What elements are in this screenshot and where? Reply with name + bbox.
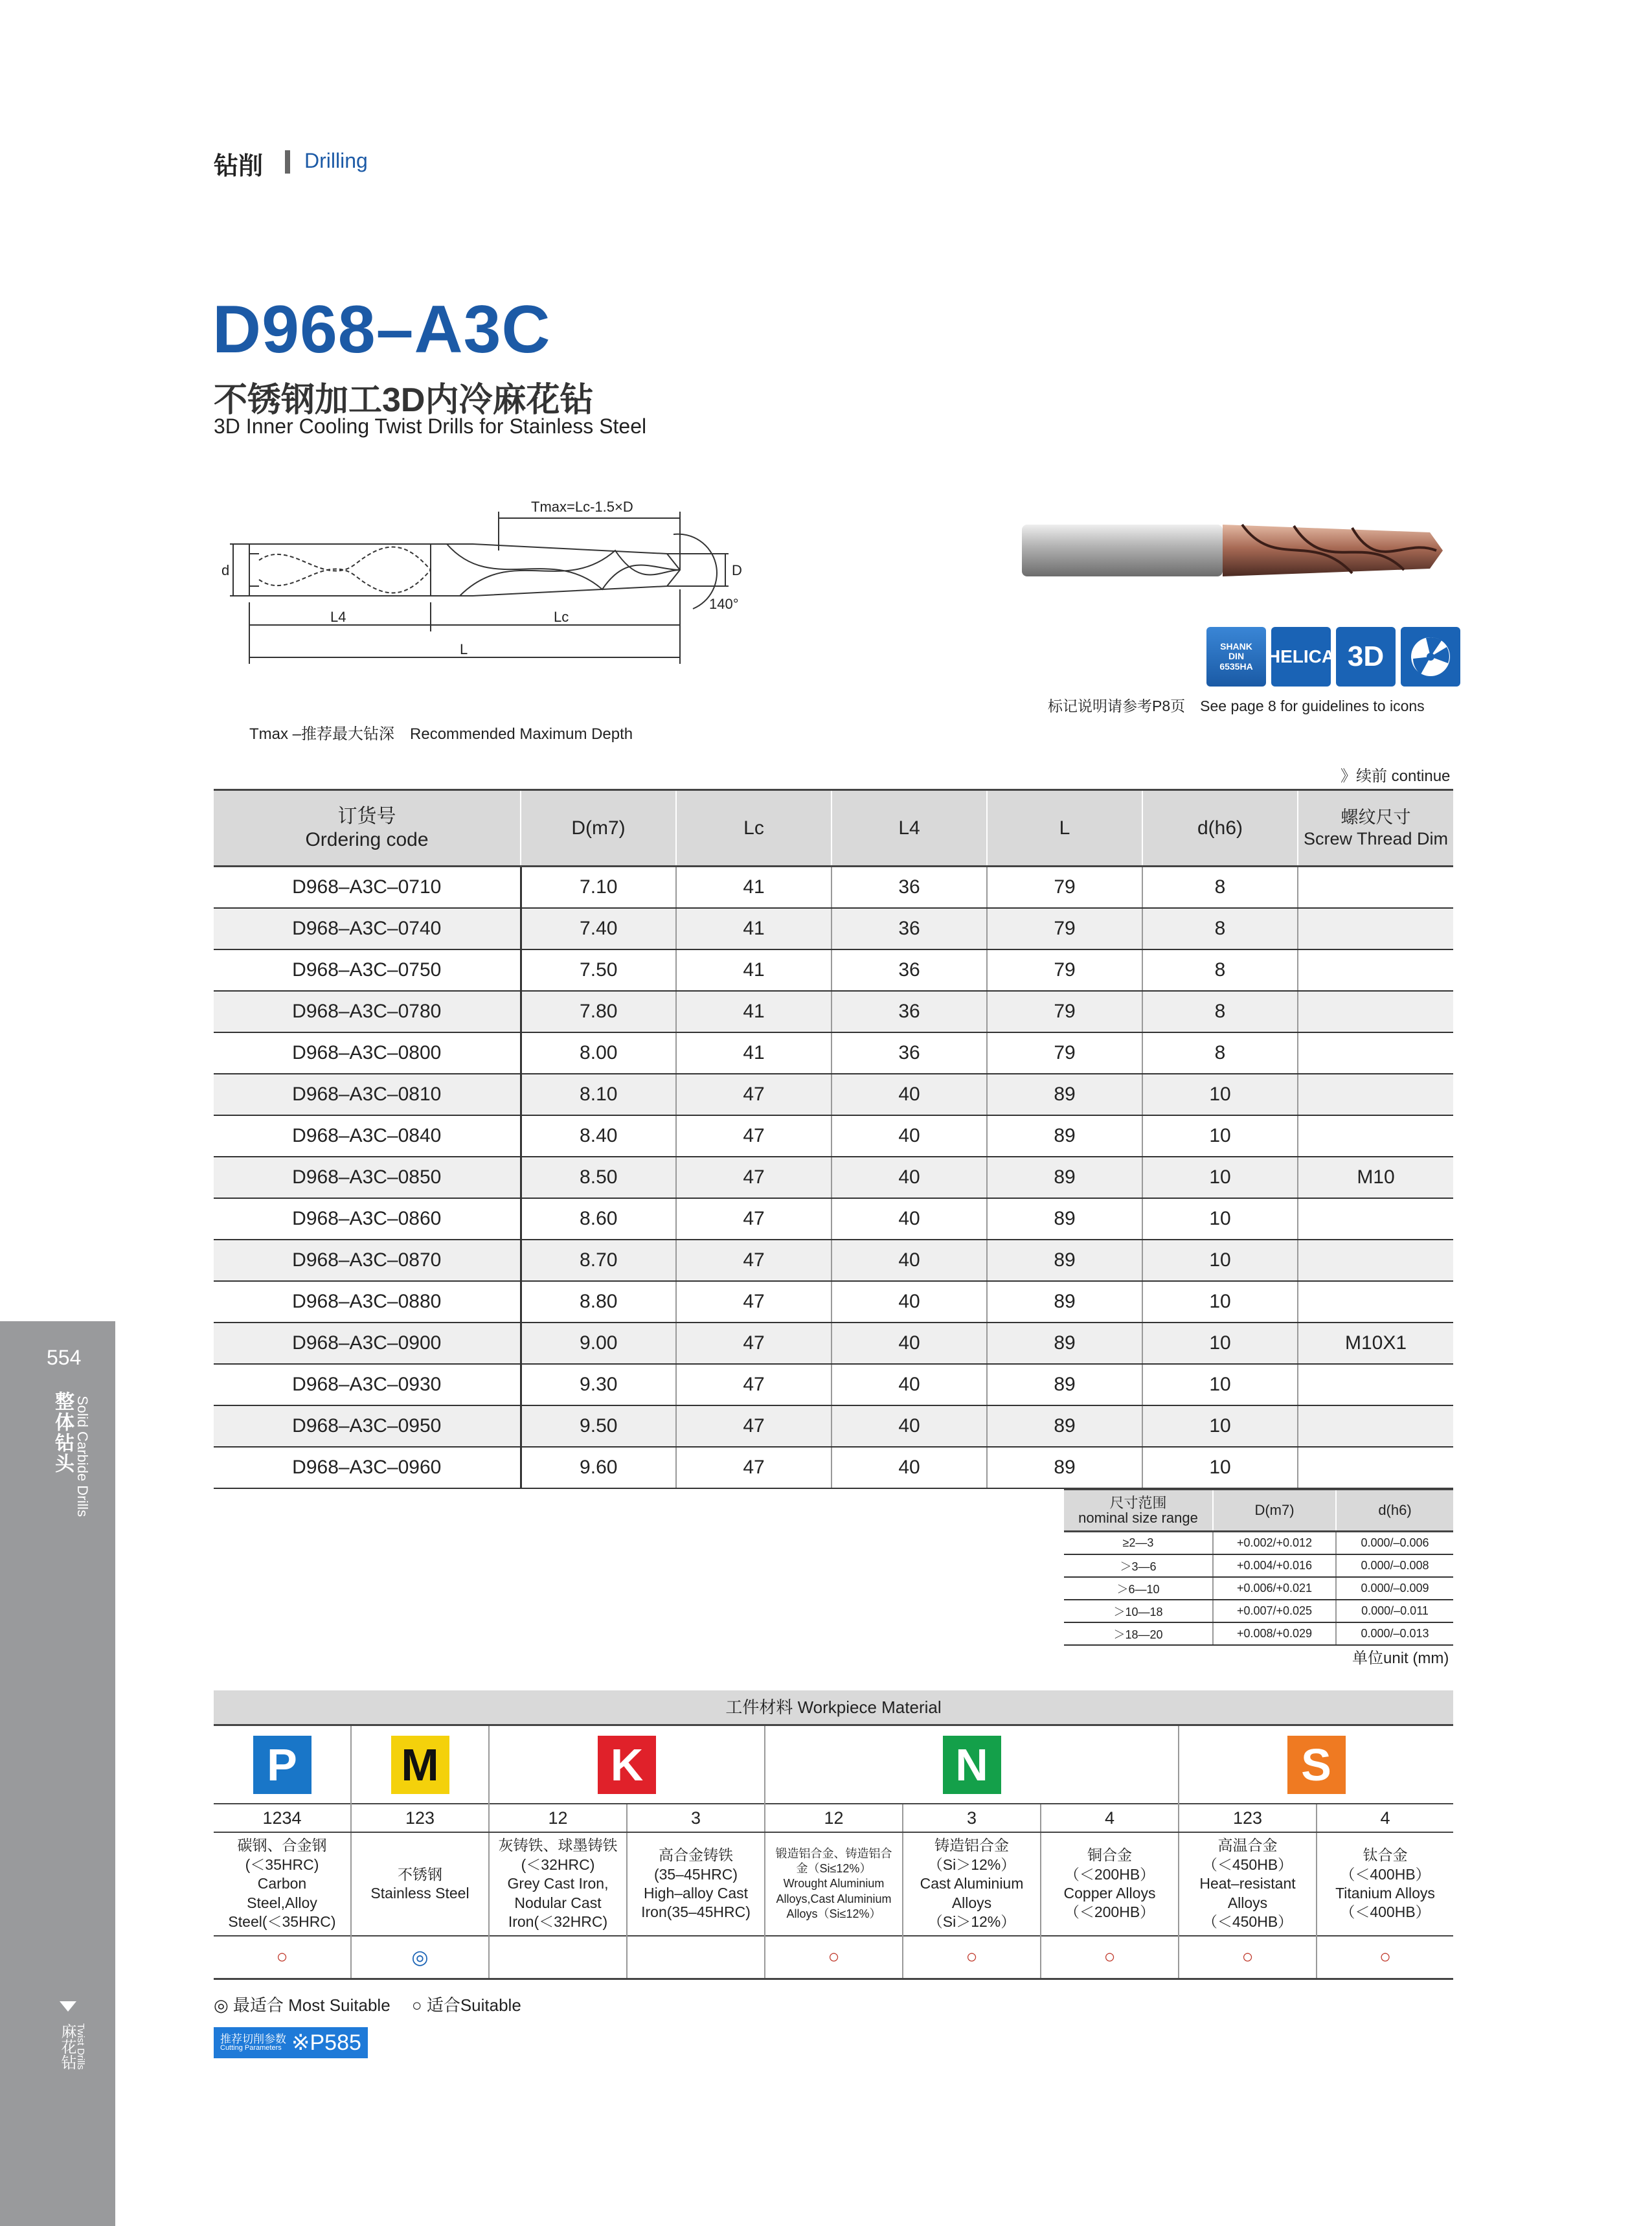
table-cell: 36	[832, 991, 987, 1032]
sidebar-subcategory-en: Twist Drills	[75, 2023, 86, 2070]
table-cell: 9.30	[521, 1364, 676, 1405]
tolerance-header-row	[1064, 1490, 1453, 1532]
cutting-parameters-en: Cutting Parameters	[220, 2044, 282, 2052]
table-cell: 8.70	[521, 1240, 676, 1281]
page-number: 554	[47, 1346, 82, 1369]
table-cell	[1298, 1115, 1453, 1157]
tolerance-cell: ＞3—6	[1064, 1554, 1213, 1577]
suitability-mark: ◎	[351, 1936, 489, 1979]
suitability-mark: ○	[214, 1936, 351, 1979]
table-row	[214, 1198, 1453, 1240]
table-cell: 79	[987, 1032, 1142, 1074]
table-cell: 89	[987, 1323, 1142, 1364]
material-description-line: 高合金铸铁	[659, 1846, 733, 1864]
ordering-code-cell: D968–A3C–0750	[214, 949, 521, 991]
tmax-label: Tmax=Lc-1.5×D	[531, 499, 633, 515]
material-description-cell	[765, 1832, 903, 1936]
tolerance-cell: 0.000/–0.013	[1336, 1622, 1453, 1645]
material-description-line: (＜35HRC)	[245, 1856, 319, 1873]
material-description-line: 铸造铝合金	[934, 1837, 1009, 1854]
ordering-code-cell: D968–A3C–0840	[214, 1115, 521, 1157]
table-cell: 41	[676, 949, 832, 991]
table-cell	[1298, 908, 1453, 949]
table-cell	[1298, 1364, 1453, 1405]
material-description-line: 金（Si≤12%）	[796, 1862, 872, 1876]
header-l4: L4	[832, 790, 987, 867]
material-description-line: Stainless Steel	[370, 1885, 470, 1902]
material-description-line: Wrought Aluminium	[783, 1877, 885, 1891]
material-description-line: （＜200HB）	[1064, 1903, 1155, 1921]
table-row	[214, 867, 1453, 909]
material-description-line: 不锈钢	[398, 1865, 442, 1883]
material-number-row	[214, 1804, 1453, 1832]
table-cell: 40	[832, 1198, 987, 1240]
table-cell: 9.60	[521, 1447, 676, 1488]
table-cell: 8	[1142, 1032, 1298, 1074]
group-k-cell	[489, 1725, 765, 1804]
table-cell: 40	[832, 1115, 987, 1157]
feature-icons	[1206, 627, 1460, 687]
group-s-cell	[1179, 1725, 1453, 1804]
section-title-cn: 钻削	[214, 153, 264, 180]
material-description-line: Grey Cast Iron,	[507, 1875, 609, 1892]
table-cell: 10	[1142, 1157, 1298, 1198]
table-cell	[1298, 991, 1453, 1032]
table-cell: 40	[832, 1074, 987, 1115]
table-row	[214, 1447, 1453, 1488]
material-description-line: （＜400HB）	[1340, 1903, 1431, 1921]
group-p-cell	[214, 1725, 351, 1804]
material-description-line: （＜400HB）	[1340, 1865, 1431, 1883]
table-cell	[1298, 1074, 1453, 1115]
material-description-line: Alloys（Si≤12%）	[786, 1907, 881, 1920]
material-description-line: 高温合金	[1217, 1837, 1278, 1854]
table-cell: 8	[1142, 867, 1298, 909]
ordering-code-cell: D968–A3C–0860	[214, 1198, 521, 1240]
material-number-cell: 3	[903, 1804, 1041, 1832]
tmax-note: Tmax –推荐最大钻深 Recommended Maximum Depth	[249, 725, 633, 743]
material-number-cell: 3	[627, 1804, 765, 1832]
table-row	[214, 1157, 1453, 1198]
table-cell: 89	[987, 1198, 1142, 1240]
table-cell	[1298, 1447, 1453, 1488]
group-n-cell	[765, 1725, 1179, 1804]
table-cell: 89	[987, 1364, 1142, 1405]
section-title-en: Drilling	[304, 149, 368, 172]
table-cell: 41	[676, 867, 832, 909]
table-row	[214, 1364, 1453, 1405]
table-cell: 41	[676, 908, 832, 949]
table-cell: 40	[832, 1323, 987, 1364]
material-description-line: Iron(＜32HRC)	[508, 1913, 608, 1931]
sidebar-category-en: Solid Carbide Drills	[74, 1396, 91, 1517]
table-cell: 40	[832, 1405, 987, 1447]
material-description-line: （Si＞12%）	[927, 1856, 1016, 1873]
table-cell	[1298, 1032, 1453, 1074]
legend-suitable: ○ 适合Suitable	[411, 1995, 521, 2015]
workpiece-material-title: 工件材料 Workpiece Material	[214, 1690, 1453, 1724]
table-cell: 8	[1142, 949, 1298, 991]
tolerance-table	[1064, 1488, 1453, 1646]
table-cell: 47	[676, 1364, 832, 1405]
cutting-parameters-cn: 推荐切削参数	[220, 2033, 286, 2045]
table-cell: 40	[832, 1281, 987, 1323]
material-number-cell: 123	[1179, 1804, 1317, 1832]
table-cell: 41	[676, 991, 832, 1032]
material-number-cell: 4	[1041, 1804, 1179, 1832]
table-cell	[1298, 867, 1453, 909]
sidebar-subcategory-cn: 麻花钻	[58, 2023, 76, 2070]
material-description-line: (＜32HRC)	[521, 1856, 595, 1873]
table-cell: 47	[676, 1115, 832, 1157]
table-row	[214, 1074, 1453, 1115]
material-description-line: Steel,Alloy	[247, 1894, 317, 1911]
ordering-code-cell: D968–A3C–0900	[214, 1323, 521, 1364]
table-cell: 8	[1142, 991, 1298, 1032]
tolerance-cell: ＞10—18	[1064, 1600, 1213, 1622]
material-description-cell	[1041, 1832, 1179, 1936]
table-row	[214, 991, 1453, 1032]
table-cell: 89	[987, 1405, 1142, 1447]
ordering-code-cell: D968–A3C–0930	[214, 1364, 521, 1405]
3d-icon: 3D	[1336, 627, 1396, 687]
section-divider	[285, 150, 290, 174]
table-cell: 36	[832, 1032, 987, 1074]
product-title: D968–A3C	[212, 292, 551, 367]
table-row	[214, 1405, 1453, 1447]
material-description-cell	[903, 1832, 1041, 1936]
table-cell	[1298, 1281, 1453, 1323]
table-cell: 10	[1142, 1323, 1298, 1364]
sidebar-category-cn: 整体钻头	[52, 1391, 73, 1474]
ordering-code-cell: D968–A3C–0850	[214, 1157, 521, 1198]
material-number-cell: 1234	[214, 1804, 351, 1832]
table-row	[214, 1032, 1453, 1074]
table-cell: 47	[676, 1447, 832, 1488]
table-cell: 8.00	[521, 1032, 676, 1074]
table-cell: 47	[676, 1240, 832, 1281]
lc-label: Lc	[554, 609, 569, 625]
material-suitability-row	[214, 1936, 1453, 1979]
material-description-line: Steel(＜35HRC)	[228, 1913, 336, 1931]
table-cell: 7.80	[521, 991, 676, 1032]
drill-product-image	[1015, 518, 1456, 583]
table-cell: 10	[1142, 1447, 1298, 1488]
material-number-cell: 123	[351, 1804, 489, 1832]
tolerance-cell: +0.008/+0.029	[1213, 1622, 1336, 1645]
tolerance-row	[1064, 1577, 1453, 1600]
table-cell: 8	[1142, 908, 1298, 949]
table-cell: 9.00	[521, 1323, 676, 1364]
table-cell: 8.50	[521, 1157, 676, 1198]
material-description-cell	[1179, 1832, 1317, 1936]
table-cell: 7.50	[521, 949, 676, 991]
material-description-line: （＜200HB）	[1064, 1865, 1155, 1883]
tolerance-cell: +0.002/+0.012	[1213, 1532, 1336, 1555]
table-cell	[1298, 949, 1453, 991]
table-cell: 7.10	[521, 867, 676, 909]
table-cell: 47	[676, 1323, 832, 1364]
table-row	[214, 1281, 1453, 1323]
table-cell: M10	[1298, 1157, 1453, 1198]
tolerance-row	[1064, 1532, 1453, 1555]
ordering-code-cell: D968–A3C–0950	[214, 1405, 521, 1447]
material-description-cell	[489, 1832, 627, 1936]
icon-guideline-note: 标记说明请参考P8页 See page 8 for guidelines to icons	[1048, 698, 1425, 714]
table-cell: M10X1	[1298, 1323, 1453, 1364]
table-cell: 89	[987, 1115, 1142, 1157]
material-number-cell: 12	[765, 1804, 903, 1832]
shank-diameter-label: d	[221, 562, 230, 578]
material-description-line: Heat–resistant	[1199, 1875, 1296, 1892]
table-cell: 8.10	[521, 1074, 676, 1115]
sidebar-triangle-icon	[60, 2001, 76, 2012]
material-description-cell	[627, 1832, 765, 1936]
ordering-code-cell: D968–A3C–0740	[214, 908, 521, 949]
product-subtitle-cn: 不锈钢加工3D内冷麻花钻	[214, 381, 594, 419]
tolerance-cell: ＞18—20	[1064, 1622, 1213, 1645]
table-cell: 89	[987, 1281, 1142, 1323]
table-cell: 9.50	[521, 1405, 676, 1447]
drill-technical-drawing	[214, 492, 771, 674]
continue-note: 》续前 continue	[1341, 767, 1451, 785]
suitability-mark: ○	[1317, 1936, 1453, 1979]
material-description-line: （＜450HB）	[1202, 1856, 1293, 1873]
tolerance-row	[1064, 1554, 1453, 1577]
material-description-line: 灰铸铁、球墨铸铁	[498, 1837, 618, 1854]
material-description-cell	[351, 1832, 489, 1936]
l4-label: L4	[330, 609, 346, 625]
table-cell: 47	[676, 1405, 832, 1447]
table-cell: 40	[832, 1447, 987, 1488]
shank-din-icon: SHANK DIN 6535HA	[1206, 627, 1266, 687]
header-ordering-code: 订货号 Ordering code	[214, 790, 521, 867]
tolerance-cell: +0.006/+0.021	[1213, 1577, 1336, 1600]
table-cell: 10	[1142, 1074, 1298, 1115]
tolerance-row	[1064, 1622, 1453, 1645]
tolerance-row	[1064, 1600, 1453, 1622]
group-n-badge: N	[943, 1736, 1001, 1794]
material-description-line: 铜合金	[1087, 1846, 1132, 1864]
table-row	[214, 1323, 1453, 1364]
legend-most-suitable: ◎ 最适合 Most Suitable	[214, 1995, 390, 2015]
material-description-line: Alloys	[1227, 1894, 1268, 1911]
overall-length-label: L	[460, 641, 468, 657]
tolerance-cell: +0.004/+0.016	[1213, 1554, 1336, 1577]
ordering-code-cell: D968–A3C–0810	[214, 1074, 521, 1115]
table-row	[214, 949, 1453, 991]
table-row	[214, 1115, 1453, 1157]
group-m-badge: M	[391, 1736, 449, 1794]
table-cell: 40	[832, 1240, 987, 1281]
suitability-mark: ○	[765, 1936, 903, 1979]
suitability-mark: ○	[903, 1936, 1041, 1979]
ordering-table	[214, 789, 1453, 1489]
tolerance-cell: ＞6—10	[1064, 1577, 1213, 1600]
group-k-badge: K	[598, 1736, 656, 1794]
inner-cooling-icon	[1401, 627, 1460, 687]
material-description-line: Copper Alloys	[1063, 1885, 1156, 1902]
material-description-line: High–alloy Cast	[643, 1885, 749, 1902]
table-cell: 7.40	[521, 908, 676, 949]
table-cell	[1298, 1240, 1453, 1281]
table-cell: 10	[1142, 1198, 1298, 1240]
header-screw-thread: 螺纹尺寸 Screw Thread Dim	[1298, 790, 1453, 867]
tolerance-cell: 0.000/–0.006	[1336, 1532, 1453, 1555]
group-p-badge: P	[253, 1736, 311, 1794]
ordering-code-cell: D968–A3C–0780	[214, 991, 521, 1032]
helica-icon: HELICA	[1271, 627, 1331, 687]
table-header-row	[214, 790, 1453, 867]
ordering-code-cell: D968–A3C–0870	[214, 1240, 521, 1281]
suitability-mark	[627, 1936, 765, 1979]
material-description-line: Alloys	[951, 1894, 992, 1911]
table-cell: 79	[987, 949, 1142, 991]
material-description-line: （＜450HB）	[1202, 1913, 1293, 1931]
group-s-badge: S	[1287, 1736, 1346, 1794]
suitability-mark: ○	[1179, 1936, 1317, 1979]
table-cell: 8.40	[521, 1115, 676, 1157]
material-group-row	[214, 1725, 1453, 1804]
table-cell: 10	[1142, 1405, 1298, 1447]
table-cell	[1298, 1198, 1453, 1240]
table-cell: 89	[987, 1157, 1142, 1198]
point-angle-label: 140°	[709, 596, 739, 612]
table-cell: 10	[1142, 1115, 1298, 1157]
table-cell: 10	[1142, 1364, 1298, 1405]
suitability-mark	[489, 1936, 627, 1979]
header-d-h6: d(h6)	[1142, 790, 1298, 867]
ordering-code-cell: D968–A3C–0880	[214, 1281, 521, 1323]
ordering-code-cell: D968–A3C–0960	[214, 1447, 521, 1488]
cutting-diameter-label: D	[732, 562, 742, 578]
material-description-cell	[214, 1832, 351, 1936]
table-cell: 89	[987, 1240, 1142, 1281]
ordering-code-cell: D968–A3C–0710	[214, 867, 521, 909]
header-d-m7: D(m7)	[521, 790, 676, 867]
tolerance-cell: ≥2—3	[1064, 1532, 1213, 1555]
table-row	[214, 1240, 1453, 1281]
table-cell: 40	[832, 1364, 987, 1405]
table-cell: 10	[1142, 1240, 1298, 1281]
header-lc: Lc	[676, 790, 832, 867]
cutting-parameters-page: ※P585	[291, 2030, 361, 2055]
material-number-cell: 12	[489, 1804, 627, 1832]
material-description-row	[214, 1832, 1453, 1936]
material-number-cell: 4	[1317, 1804, 1453, 1832]
table-cell: 79	[987, 908, 1142, 949]
tolerance-cell: 0.000/–0.011	[1336, 1600, 1453, 1622]
material-description-line: 钛合金	[1363, 1846, 1408, 1864]
material-description-line: (35–45HRC)	[653, 1865, 738, 1883]
table-cell: 10	[1142, 1281, 1298, 1323]
cutting-parameters-link[interactable]	[214, 2027, 368, 2058]
material-description-line: Cast Aluminium	[920, 1875, 1024, 1892]
table-cell: 79	[987, 867, 1142, 909]
header-size-range: 尺寸范围 nominal size range	[1064, 1490, 1213, 1532]
material-table	[214, 1724, 1453, 1980]
table-row	[214, 908, 1453, 949]
table-cell: 47	[676, 1157, 832, 1198]
table-cell: 8.80	[521, 1281, 676, 1323]
table-cell: 89	[987, 1074, 1142, 1115]
product-subtitle-en: 3D Inner Cooling Twist Drills for Stainless Steel	[214, 415, 647, 438]
table-cell: 47	[676, 1074, 832, 1115]
material-description-line: 碳钢、合金钢	[237, 1837, 327, 1854]
tolerance-cell: +0.007/+0.025	[1213, 1600, 1336, 1622]
header-l: L	[987, 790, 1142, 867]
table-cell: 36	[832, 949, 987, 991]
tolerance-cell: 0.000/–0.008	[1336, 1554, 1453, 1577]
table-cell: 8.60	[521, 1198, 676, 1240]
table-cell: 79	[987, 991, 1142, 1032]
tolerance-cell: 0.000/–0.009	[1336, 1577, 1453, 1600]
unit-note: 单位unit (mm)	[1352, 1650, 1449, 1667]
table-cell: 40	[832, 1157, 987, 1198]
group-m-cell	[351, 1725, 489, 1804]
table-cell: 47	[676, 1198, 832, 1240]
material-description-line: Alloys,Cast Aluminium	[776, 1892, 892, 1905]
material-description-line: Titanium Alloys	[1335, 1885, 1435, 1902]
table-cell: 47	[676, 1281, 832, 1323]
header-tol-d-h6: d(h6)	[1336, 1490, 1453, 1532]
table-cell: 89	[987, 1447, 1142, 1488]
material-description-line: 锻造铝合金、铸造铝合	[775, 1847, 892, 1861]
material-description-line: Nodular Cast	[514, 1894, 602, 1911]
table-cell: 36	[832, 908, 987, 949]
suitability-mark: ○	[1041, 1936, 1179, 1979]
ordering-code-cell: D968–A3C–0800	[214, 1032, 521, 1074]
material-description-line: Carbon	[257, 1875, 307, 1892]
material-description-line: （Si＞12%）	[927, 1913, 1016, 1931]
suitability-legend	[214, 1992, 538, 2016]
table-cell: 41	[676, 1032, 832, 1074]
material-description-line: Iron(35–45HRC)	[641, 1903, 751, 1921]
table-cell	[1298, 1405, 1453, 1447]
material-description-cell	[1317, 1832, 1453, 1936]
header-tol-d-m7: D(m7)	[1213, 1490, 1336, 1532]
table-cell: 36	[832, 867, 987, 909]
